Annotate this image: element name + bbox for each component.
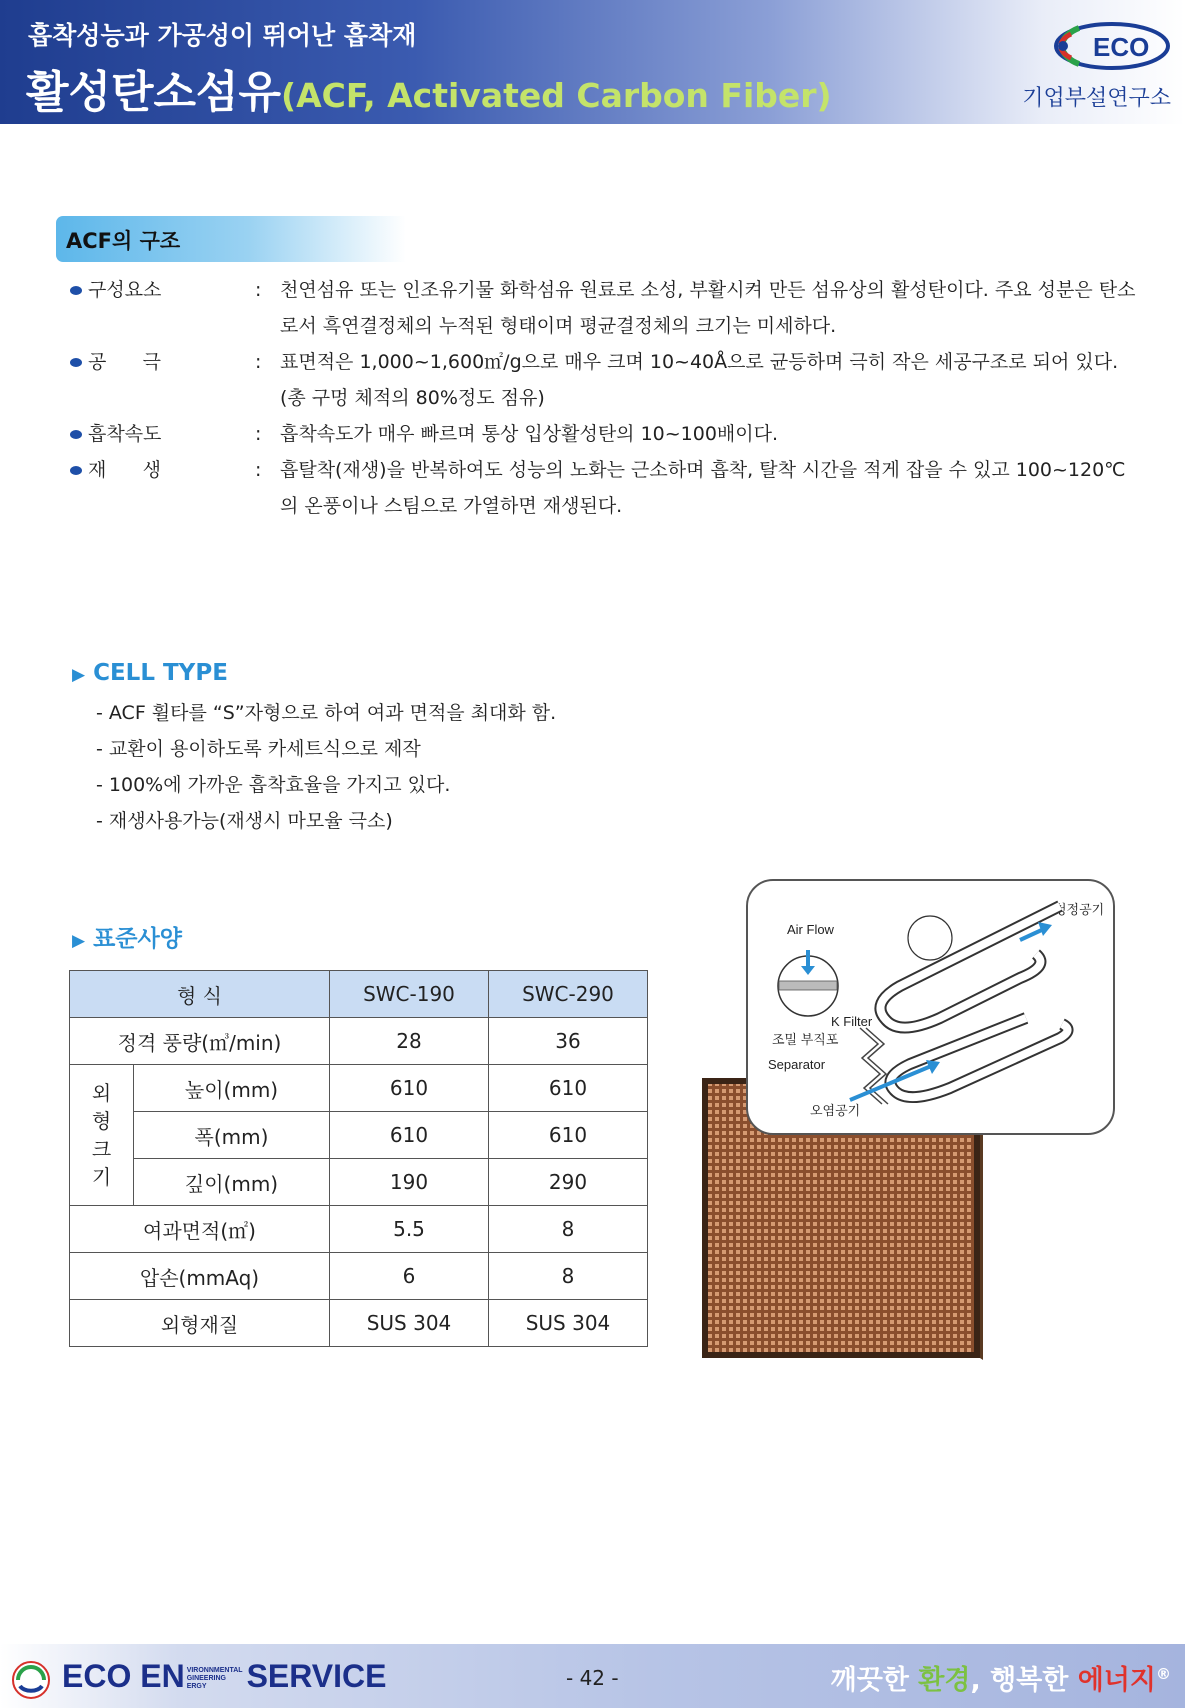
footer-slogan: 깨끗한 환경, 행복한 에너지® <box>830 1665 1171 1696</box>
structure-list <box>70 272 1140 524</box>
logo-caption: 기업부설연구소 <box>1022 86 1171 111</box>
item-desc: 흡착속도가 매우 빠르며 통상 입상활성탄의 10~100배이다. <box>280 423 779 445</box>
table-cell: 8 <box>489 1206 648 1253</box>
item-term: 재 생 <box>88 459 161 481</box>
list-item: - 재생사용가능(재생시 마모율 극소) <box>96 810 393 832</box>
table-cell: 290 <box>489 1159 648 1206</box>
page-footer <box>0 1644 1185 1708</box>
item-term: 공 극 <box>88 351 161 373</box>
table-header-cell: SWC-190 <box>330 971 489 1018</box>
item-desc: 표면적은 1,000~1,600㎡/g으로 매우 크며 10~40Å으로 균등하며 극히 작은 세공구조로 되어 있다. (총 구멍 체적의 80%정도 점유) <box>280 351 1119 409</box>
table-row <box>70 1206 648 1253</box>
table-cell: 압손(mmAq) <box>70 1253 330 1300</box>
svg-text:K Filter: K Filter <box>831 1014 873 1029</box>
table-header-cell: 형 식 <box>70 971 330 1018</box>
table-row <box>70 1159 648 1206</box>
title-korean: 활성탄소섬유 <box>26 67 282 118</box>
group-label-cell <box>70 1065 134 1206</box>
bullet-icon <box>70 466 82 475</box>
item-desc: 흡탈착(재생)을 반복하여도 성능의 노화는 근소하며 흡착, 탈착 시간을 적게 잡을 수 있고 100~120℃의 온풍이나 스팀으로 가열하면 재생된다. <box>280 459 1126 517</box>
table-cell: 8 <box>489 1253 648 1300</box>
table-cell: 36 <box>489 1018 648 1065</box>
table-cell: 610 <box>489 1112 648 1159</box>
bullet-icon <box>70 286 82 295</box>
table-cell: 6 <box>330 1253 489 1300</box>
list-item: 흡착속도 : 흡착속도가 매우 빠르며 통상 입상활성탄의 10~100배이다. <box>70 416 1140 452</box>
table-header-cell: SWC-290 <box>489 971 648 1018</box>
table-cell: SUS 304 <box>489 1300 648 1347</box>
bullet-icon <box>70 430 82 439</box>
list-item: 구성요소 : 천연섬유 또는 인조유기물 화학섬유 원료로 소성, 부활시켜 만든 섬유상의 활성탄이다. 주요 성분은 탄소로서 흑연결정체의 누적된 형태이며 평균결정체의 크기는 미세하다. <box>70 272 1140 344</box>
list-item: 공 극 : 표면적은 1,000~1,600㎡/g으로 매우 크며 10~40Å으로 균등하며 극히 작은 세공구조로 되어 있다. (총 구멍 체적의 80%정도 점유) <box>70 344 1140 416</box>
table-cell: SUS 304 <box>330 1300 489 1347</box>
triangle-right-icon: ▶ <box>72 665 86 685</box>
table-cell: 5.5 <box>330 1206 489 1253</box>
cell-type-heading: ▶ CELL TYPE <box>72 660 228 686</box>
table-cell: 높이(mm) <box>134 1065 330 1112</box>
svg-text:조밀 부직포: 조밀 부직포 <box>772 1032 839 1047</box>
table-row <box>70 1300 648 1347</box>
table-cell: 폭(mm) <box>134 1112 330 1159</box>
title-english: (ACF, Activated Carbon Fiber) <box>281 76 832 115</box>
filter-illustration <box>700 878 1120 1368</box>
bullet-icon <box>70 358 82 367</box>
footer-brand: ECO EN VIRONNMENTAL GINEERING ERGY SERVICE <box>62 1658 387 1694</box>
cell-type-list <box>96 695 556 839</box>
table-cell: 깊이(mm) <box>134 1159 330 1206</box>
header-subtitle: 흡착성능과 가공성이 뛰어난 흡착재 <box>28 21 417 50</box>
svg-text:청정공기: 청정공기 <box>1054 902 1105 917</box>
table-cell: 190 <box>330 1159 489 1206</box>
table-cell: 610 <box>330 1065 489 1112</box>
table-row <box>70 1018 648 1065</box>
eco-logo <box>1021 20 1171 112</box>
list-item: - 교환이 용이하도록 카세트식으로 제작 <box>96 738 421 760</box>
table-row <box>70 1065 648 1112</box>
spec-table <box>69 970 648 1347</box>
eco-logo-icon <box>1049 20 1171 72</box>
svg-text:ECO: ECO <box>1093 32 1150 62</box>
table-row <box>70 1253 648 1300</box>
table-cell: 정격 풍량(㎥/min) <box>70 1018 330 1065</box>
list-item: - ACF 휠타를 “S”자형으로 하여 여과 면적을 최대화 함. <box>96 702 557 724</box>
item-term: 구성요소 <box>88 279 162 301</box>
acf-filter-figure <box>700 878 1120 1368</box>
list-item: - 100%에 가까운 흡착효율을 가지고 있다. <box>96 774 451 796</box>
eco-badge-icon <box>4 1654 58 1700</box>
svg-text:Air Flow: Air Flow <box>787 922 834 937</box>
table-header-row <box>70 971 648 1018</box>
svg-text:Separator: Separator <box>768 1057 826 1072</box>
group-label: 외형크기 <box>91 1081 112 1189</box>
svg-text:오염공기: 오염공기 <box>810 1103 861 1118</box>
table-row <box>70 1112 648 1159</box>
spec-heading: ▶ 표준사양 <box>72 926 182 952</box>
table-cell: 610 <box>330 1112 489 1159</box>
table-cell: 여과면적(㎡) <box>70 1206 330 1253</box>
page-header <box>0 0 1185 124</box>
header-title <box>26 56 832 120</box>
table-cell: 외형재질 <box>70 1300 330 1347</box>
item-desc: 천연섬유 또는 인조유기물 화학섬유 원료로 소성, 부활시켜 만든 섬유상의 활성탄이다. 주요 성분은 탄소로서 흑연결정체의 누적된 형태이며 평균결정체의 크기는 미세하다. <box>280 279 1136 337</box>
section-tab-structure: ACF의 구조 <box>56 216 406 262</box>
table-cell: 610 <box>489 1065 648 1112</box>
triangle-right-icon: ▶ <box>72 931 86 951</box>
page-number: - 42 - <box>566 1666 619 1690</box>
item-term: 흡착속도 <box>88 423 162 445</box>
table-cell: 28 <box>330 1018 489 1065</box>
list-item: 재 생 : 흡탈착(재생)을 반복하여도 성능의 노화는 근소하며 흡착, 탈착 시간을 적게 잡을 수 있고 100~120℃의 온풍이나 스팀으로 가열하면 재생된다. <box>70 452 1140 524</box>
